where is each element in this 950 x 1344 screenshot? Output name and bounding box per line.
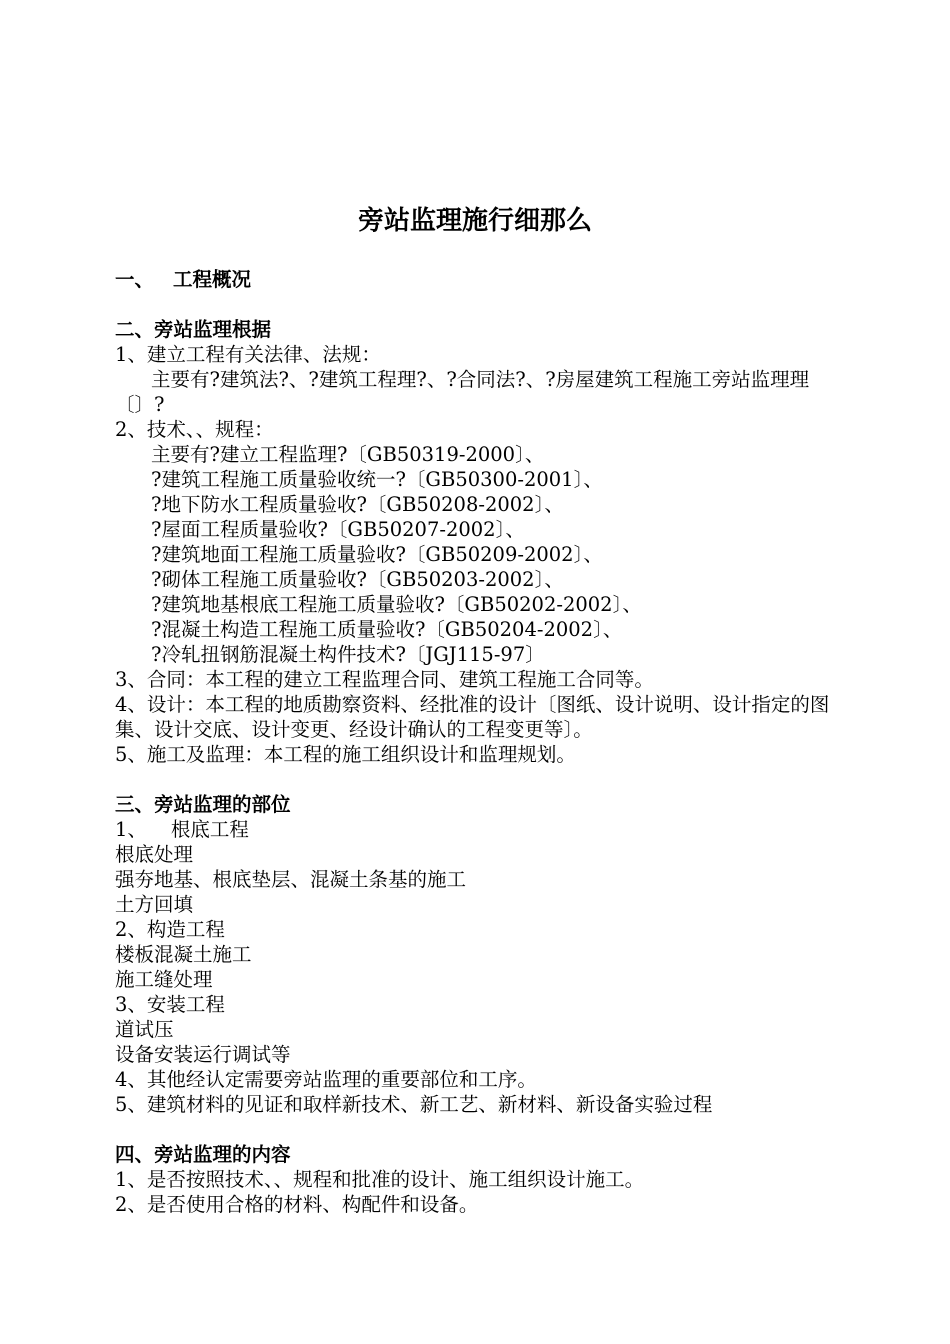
- section-1-heading: [115, 267, 855, 292]
- standard-item: ?建筑工程施工质量验收统一?〔GB50300-2001〕、: [151, 468, 603, 491]
- section-3-item-1: [115, 817, 855, 842]
- list-item: 1、是否按照技术、、规程和批准的设计、施工组织设计施工。: [115, 1168, 645, 1191]
- document-body: [115, 267, 855, 1217]
- standard-item: ?冷轧扭钢筋混凝土构件技术?〔JGJ115-97〕: [151, 643, 545, 666]
- list-item: 道试压: [115, 1018, 174, 1041]
- list-item: 2、是否使用合格的材料、构配件和设备。: [115, 1193, 479, 1216]
- section-1-number: 一、: [115, 268, 155, 291]
- section-2-item-1-text: 主要有?建筑法?、?建筑工程理?、?合同法?、?房屋建筑工程施工旁站监理理〔〕?: [115, 368, 810, 416]
- section-2-heading: 二、旁站监理根据: [115, 318, 272, 341]
- standard-item: ?屋面工程质量验收?〔GB50207-2002〕、: [151, 518, 525, 541]
- list-item: 土方回填: [115, 893, 194, 916]
- section-3-item-1-text: 根底工程: [170, 818, 249, 841]
- list-item: 根底处理: [115, 843, 194, 866]
- list-item: 强夯地基、根底垫层、混凝土条基的施工: [115, 868, 467, 891]
- section-2-item-1: 1、建立工程有关法律、法规：: [115, 343, 381, 366]
- standard-item: ?砌体工程施工质量验收?〔GB50203-2002〕、: [151, 568, 564, 591]
- list-item: 施工缝处理: [115, 968, 213, 991]
- section-2-item-4: 4、设计：本工程的地质勘察资料、经批准的设计〔图纸、设计说明、设计指定的图集、设计交底、设计变更、经设计确认的工程变更等〕。: [115, 693, 830, 741]
- standard-item: ?混凝土构造工程施工质量验收?〔GB50204-2002〕、: [151, 618, 623, 641]
- list-item: 2、构造工程: [115, 918, 225, 941]
- section-3-item-1-number: 1、: [115, 818, 147, 841]
- list-item: 楼板混凝土施工: [115, 943, 252, 966]
- list-item: 4、其他经认定需要旁站监理的重要部位和工序。: [115, 1068, 537, 1091]
- section-2-item-3: 3、合同：本工程的建立工程监理合同、建筑工程施工合同等。: [115, 668, 654, 691]
- list-item: 3、安装工程: [115, 993, 225, 1016]
- section-2-item-5: 5、施工及监理：本工程的施工组织设计和监理规划。: [115, 743, 576, 766]
- standard-item: ?建筑地面工程施工质量验收?〔GB50209-2002〕、: [151, 543, 603, 566]
- document-title: 旁站监理施行细那么: [357, 206, 592, 236]
- section-4-heading: 四、旁站监理的内容: [115, 1143, 291, 1166]
- section-3-heading: 三、旁站监理的部位: [115, 793, 291, 816]
- standard-item: ?地下防水工程质量验收?〔GB50208-2002〕、: [151, 493, 564, 516]
- standard-item: ?建筑地基根底工程施工质量验收?〔GB50202-2002〕、: [151, 593, 642, 616]
- list-item: 5、建筑材料的见证和取样新技术、新工艺、新材料、新设备实验过程: [115, 1093, 713, 1116]
- list-item: 设备安装运行调试等: [115, 1043, 291, 1066]
- section-1-title: 工程概况: [173, 268, 252, 291]
- standard-item: 主要有?建立工程监理?〔GB50319-2000〕、: [151, 443, 545, 466]
- section-2-item-2: 2、技术、、规程：: [115, 418, 274, 441]
